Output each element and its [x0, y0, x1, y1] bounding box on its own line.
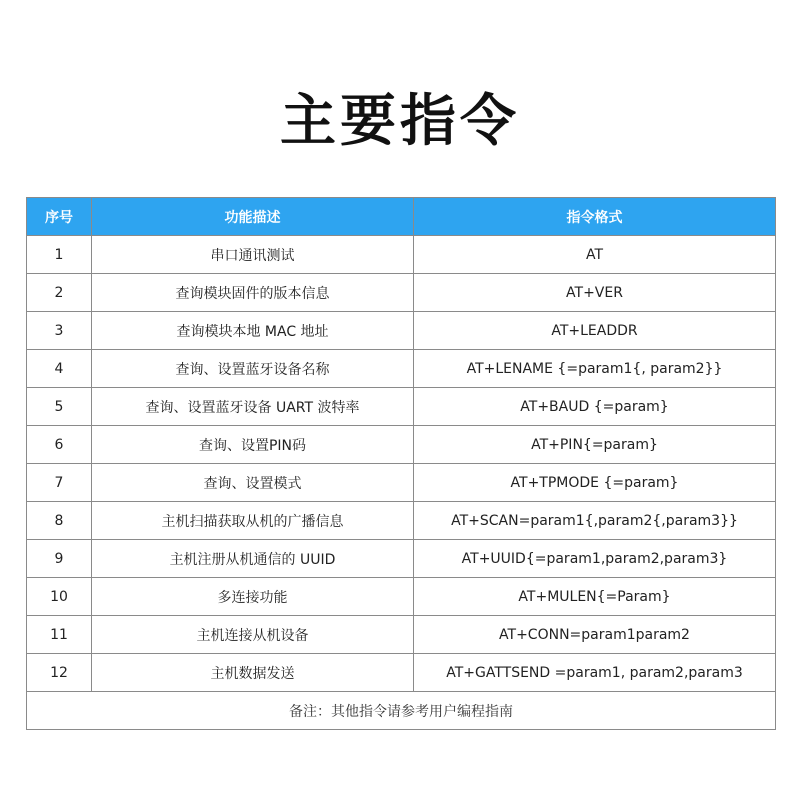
row-description: 查询模块本地 MAC 地址: [92, 312, 414, 350]
table-row: [27, 350, 776, 388]
table-row: [27, 236, 776, 274]
table-row: [27, 274, 776, 312]
table-row: [27, 464, 776, 502]
footnote-row: [27, 692, 776, 730]
table-row: [27, 540, 776, 578]
table-row: [27, 502, 776, 540]
row-format: AT+CONN=param1param2: [414, 616, 776, 654]
row-description: 查询、设置蓝牙设备 UART 波特率: [92, 388, 414, 426]
row-description: 主机注册从机通信的 UUID: [92, 540, 414, 578]
row-number: 8: [27, 502, 92, 540]
row-description: 主机数据发送: [92, 654, 414, 692]
row-number: 12: [27, 654, 92, 692]
row-format: AT+BAUD {=param}: [414, 388, 776, 426]
row-number: 1: [27, 236, 92, 274]
row-format: AT+MULEN{=Param}: [414, 578, 776, 616]
row-number: 5: [27, 388, 92, 426]
header-description: 功能描述: [92, 198, 414, 236]
row-description: 查询、设置PIN码: [92, 426, 414, 464]
row-number: 10: [27, 578, 92, 616]
row-number: 9: [27, 540, 92, 578]
row-format: AT+TPMODE {=param}: [414, 464, 776, 502]
table-row: [27, 616, 776, 654]
table-row: [27, 426, 776, 464]
row-format: AT: [414, 236, 776, 274]
page-title: 主要指令: [280, 89, 520, 154]
row-number: 3: [27, 312, 92, 350]
row-number: 11: [27, 616, 92, 654]
header-number: 序号: [27, 198, 92, 236]
header-format: 指令格式: [414, 198, 776, 236]
row-format: AT+PIN{=param}: [414, 426, 776, 464]
row-description: 主机扫描获取从机的广播信息: [92, 502, 414, 540]
row-number: 2: [27, 274, 92, 312]
row-format: AT+LENAME {=param1{, param2}}: [414, 350, 776, 388]
row-format: AT+SCAN=param1{,param2{,param3}}: [414, 502, 776, 540]
table-row: [27, 312, 776, 350]
row-description: 主机连接从机设备: [92, 616, 414, 654]
row-format: AT+LEADDR: [414, 312, 776, 350]
table-row: [27, 654, 776, 692]
row-format: AT+VER: [414, 274, 776, 312]
row-format: AT+GATTSEND =param1, param2,param3: [414, 654, 776, 692]
row-description: 串口通讯测试: [92, 236, 414, 274]
row-number: 7: [27, 464, 92, 502]
table-header-row: [27, 198, 776, 236]
table-row: [27, 388, 776, 426]
table-row: [27, 578, 776, 616]
row-description: 查询模块固件的版本信息: [92, 274, 414, 312]
row-format: AT+UUID{=param1,param2,param3}: [414, 540, 776, 578]
row-number: 6: [27, 426, 92, 464]
row-description: 查询、设置模式: [92, 464, 414, 502]
row-number: 4: [27, 350, 92, 388]
row-description: 多连接功能: [92, 578, 414, 616]
row-description: 查询、设置蓝牙设备名称: [92, 350, 414, 388]
footnote: 备注：其他指令请参考用户编程指南: [27, 692, 776, 730]
command-table: [26, 197, 776, 730]
